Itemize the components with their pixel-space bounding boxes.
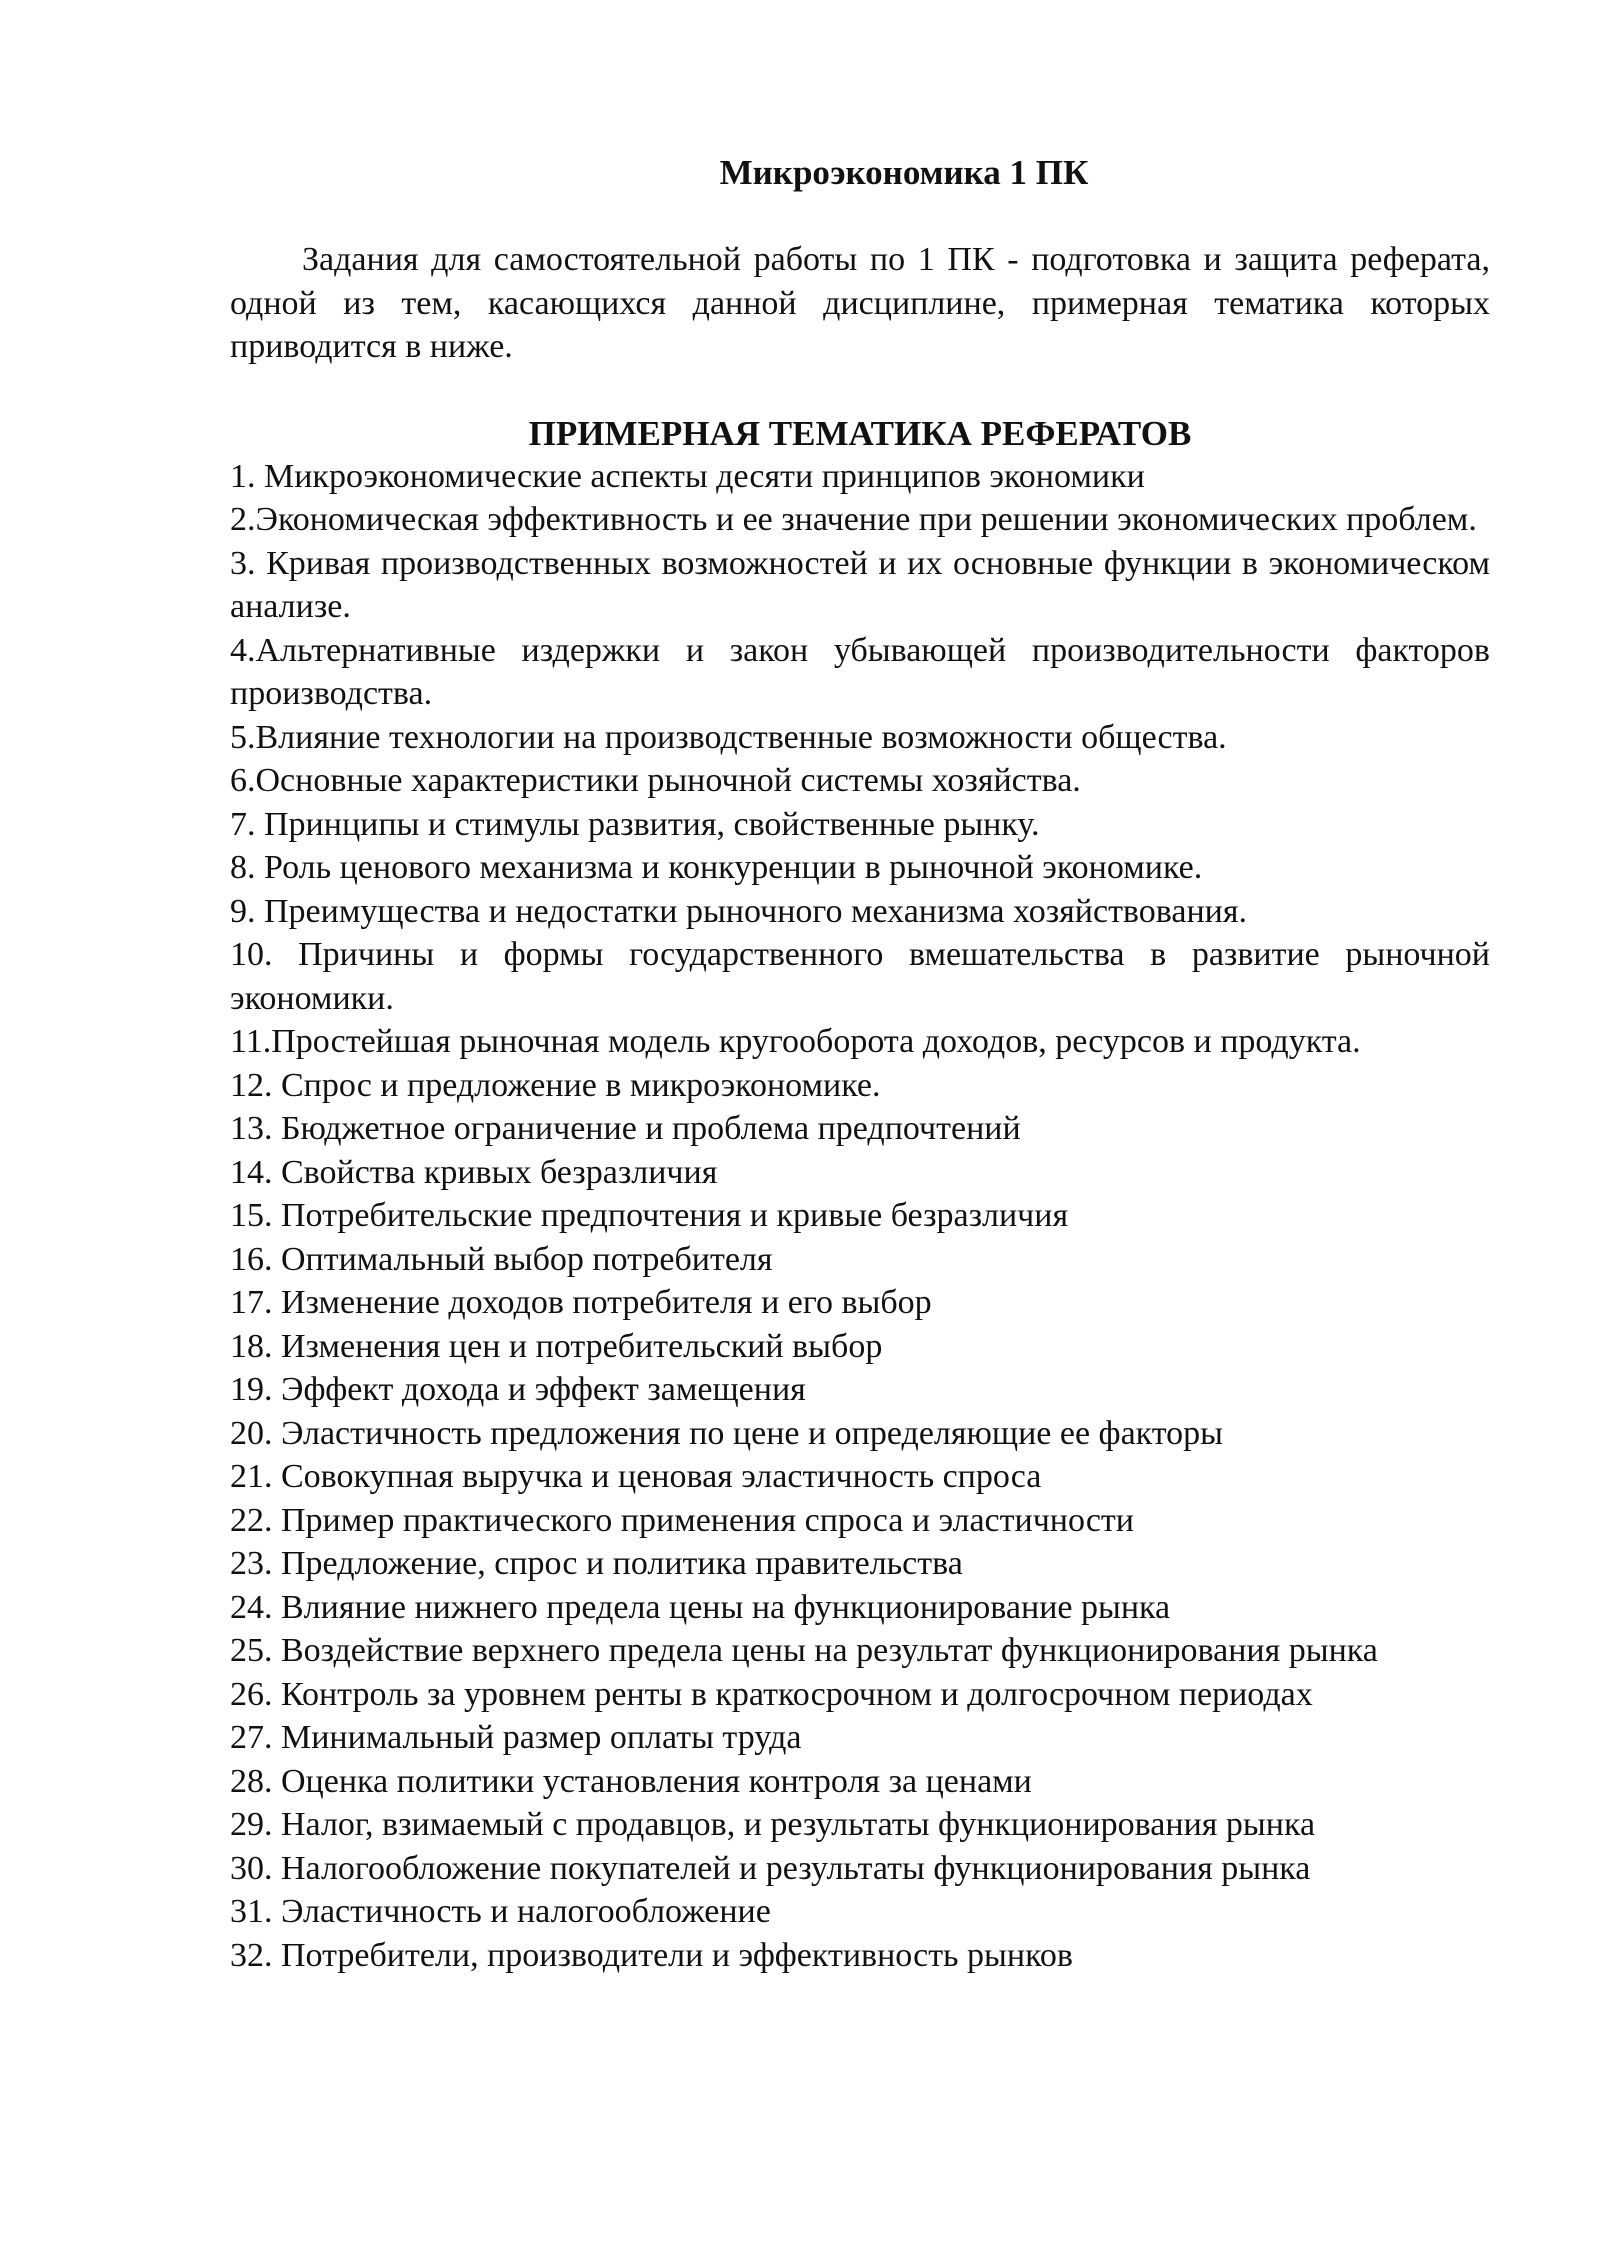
topic-item — [230, 1934, 1490, 1978]
topic-item — [230, 1542, 1490, 1586]
topic-text: 11.Простейшая рыночная модель кругооборота доходов, ресурсов и продукта. — [230, 1023, 1361, 1060]
topic-item — [230, 455, 1490, 499]
topic-text: 29. Налог, взимаемый с продавцов, и результаты функционирования рынка — [230, 1806, 1316, 1843]
topic-text: 1. Микроэкономические аспекты десяти принципов экономики — [230, 457, 1145, 495]
topic-text: 19. Эффект дохода и эффект замещения — [230, 1371, 806, 1408]
document-content — [230, 150, 1490, 1977]
topic-text: 5.Влияние технологии на производственные возможности общества. — [230, 718, 1227, 756]
topic-item — [230, 1629, 1490, 1673]
topic-text: 23. Предложение, спрос и политика правительства — [230, 1545, 963, 1582]
topic-item — [230, 1716, 1490, 1760]
topic-item — [230, 1151, 1490, 1195]
topic-text: 30. Налогообложение покупателей и результаты функционирования рынка — [230, 1849, 1311, 1887]
topic-text: 20. Эластичность предложения по цене и определяющие ее факторы — [230, 1414, 1224, 1452]
topic-text: 27. Минимальный размер оплаты труда — [230, 1719, 802, 1756]
topic-item — [230, 1803, 1490, 1847]
topic-item — [230, 803, 1490, 847]
topic-text: 3. Кривая производственных возможностей и их основные функции в экономическом анализе. — [230, 544, 1490, 625]
topic-item — [230, 1455, 1490, 1499]
topic-text: 22. Пример практического применения спроса и эластичности — [230, 1501, 1134, 1539]
topic-text: 18. Изменения цен и потребительский выбор — [230, 1327, 883, 1365]
topic-item — [230, 629, 1490, 716]
topic-item — [230, 1107, 1490, 1151]
topic-item — [230, 542, 1490, 629]
topic-list — [230, 455, 1490, 1978]
topic-item — [230, 1281, 1490, 1325]
topic-text: 26. Контроль за уровнем ренты в краткосрочном и долгосрочном периодах — [230, 1675, 1313, 1713]
topic-text: 14. Свойства кривых безразличия — [230, 1153, 718, 1191]
topic-item — [230, 1890, 1490, 1934]
section-title: ПРИМЕРНАЯ ТЕМАТИКА РЕФЕРАТОВ — [528, 413, 1192, 453]
topic-text: 8. Роль ценового механизма и конкуренции в рыночной экономике. — [230, 849, 1203, 886]
document-title: Микроэкономика 1 ПК — [719, 153, 1089, 192]
topic-item — [230, 1412, 1490, 1456]
topic-item — [230, 933, 1490, 1020]
intro-paragraph: Задания для самостоятельной работы по 1 ПК - подготовка и защита реферата, одной из тем, касающихся данной дисциплине, примерная тематика которых приводится в ниже. — [230, 241, 1490, 365]
topic-text: 16. Оптимальный выбор потребителя — [230, 1240, 773, 1278]
topic-item — [230, 1847, 1490, 1891]
topic-text: 9. Преимущества и недостатки рыночного механизма хозяйствования. — [230, 892, 1247, 930]
topic-item — [230, 716, 1490, 760]
topic-text: 25. Воздействие верхнего предела цены на результат функционирования рынка — [230, 1632, 1378, 1669]
topic-item — [230, 1586, 1490, 1630]
topic-item — [230, 890, 1490, 934]
topic-item — [230, 498, 1490, 542]
topic-item — [230, 1368, 1490, 1412]
topic-item — [230, 759, 1490, 803]
topic-item — [230, 1194, 1490, 1238]
topic-text: 4.Альтернативные издержки и закон убывающей производительности факторов производства. — [230, 631, 1490, 712]
topic-text: 17. Изменение доходов потребителя и его выбор — [230, 1284, 932, 1321]
topic-text: 21. Совокупная выручка и ценовая эластичность спроса — [230, 1458, 1042, 1495]
topic-text: 7. Принципы и стимулы развития, свойственные рынку. — [230, 805, 1040, 843]
topic-text: 2.Экономическая эффективность и ее значение при решении экономических проблем. — [230, 501, 1477, 538]
topic-item — [230, 1238, 1490, 1282]
topic-item — [230, 1499, 1490, 1543]
topic-text: 6.Основные характеристики рыночной системы хозяйства. — [230, 762, 1081, 799]
topic-item — [230, 1760, 1490, 1804]
topic-text: 32. Потребители, производители и эффективность рынков — [230, 1936, 1073, 1974]
topic-text: 13. Бюджетное ограничение и проблема предпочтений — [230, 1110, 1021, 1147]
topic-text: 12. Спрос и предложение в микроэкономике. — [230, 1066, 881, 1104]
topic-text: 15. Потребительские предпочтения и кривые безразличия — [230, 1197, 1069, 1234]
topic-text: 28. Оценка политики установления контроля за ценами — [230, 1762, 1032, 1800]
topic-item — [230, 1325, 1490, 1369]
topic-item — [230, 1673, 1490, 1717]
topic-item — [230, 1064, 1490, 1108]
topic-text: 31. Эластичность и налогообложение — [230, 1893, 771, 1930]
topic-item — [230, 846, 1490, 890]
topic-text: 24. Влияние нижнего предела цены на функционирование рынка — [230, 1588, 1171, 1626]
topic-item — [230, 1020, 1490, 1064]
topic-text: 10. Причины и формы государственного вмешательства в развитие рыночной экономики. — [230, 936, 1490, 1017]
